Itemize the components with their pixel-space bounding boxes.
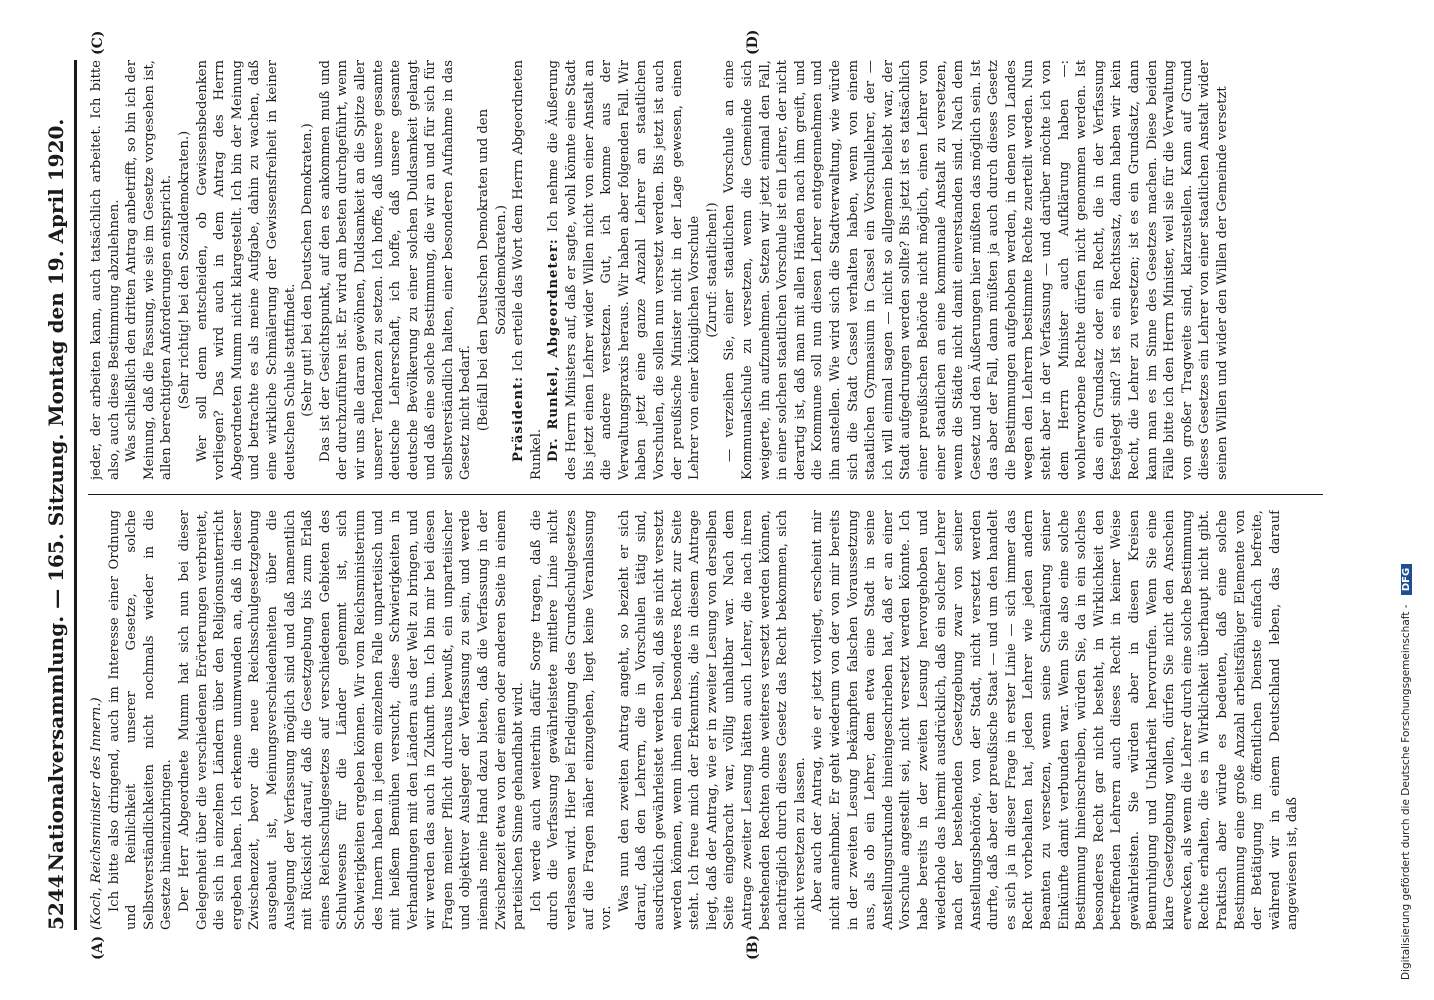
left-column [88,510,1323,930]
paragraph: Was nun den zweiten Antrag angeht, so bezieht er sich darauf, daß den Lehrern, die in Vorschulen tätig sind, ausdrücklich gewährleistet werden soll, daß sie nicht versetzt werden können, wenn ihnen ein besonderes Recht zur Seite steht. Ich freue mich der Erkenntnis, die in diesem Antrage liegt, daß der Antrag, wie er in zweiter Lesung von derselben Seite eingebracht war, völlig unhaltbar war. Nach dem Antrage zweiter Lesung hätten auch Lehrer, die nach ihren bestehenden Rechten ohne weiteres versetzt werden können, nachträglich durch dieses Gesetz das Recht bekommen, sich nicht versetzen zu lassen. [616,510,808,930]
paragraph: jeder, der arbeiten kann, auch tatsächlich arbeitet. Ich bitte also, auch diese Bestimmung abzulehnen. [89,60,122,480]
margin-marker-c: (C) [90,30,106,55]
paragraph: — verzeihen Sie, einer staatlichen Vorschule an eine Kommunalschule zu versetzen, wenn die Gemeinde sich weigerte, ihn aufzunehmen. Setzen wir jetzt einmal den Fall, in einer solchen staatlichen Vorschule ist ein Lehrer, der nicht derartig ist, daß man mit allen Händen nach ihm greift, und die Kommune soll nun diesen Lehrer entgegennehmen und ihn anstellen. Wie wird sich die Stadtverwaltung, wie würde sich die Stadt Cassel verhalten haben, wenn von einem staatlichen Gymnasium in Cassel ein Vorschullehrer, der — ich will einmal sagen — nicht so allgemein beliebt war, der Stadt aufgedrungen werden sollte? Bis jetzt ist es tatsächlich einer preußischen Behörde nicht möglich, einen Lehrer von einer staatlichen an eine kommunale Anstalt zu versetzen, wenn die Städte nicht damit einverstanden sind. Nach dem Gesetz und den Äußerungen hier müßten das möglich sein. Ist das aber der Fall, dann müßten ja auch durch dieses Gesetz die Bestimmungen aufgehoben werden, in denen von Landes wegen den Lehrern bestimmte Rechte zuerteilt werden. Nun steht aber in der Verfassung — und darüber möchte ich von dem Herrn Minister auch Aufklärung haben —: wohlerworbene Rechte dürfen nicht genommen werden. Ist das ein Grundsatz oder ein Recht, die in der Verfassung festgelegt sind? Ist es ein Rechtssatz, dann haben wir kein Recht, die Lehrer zu versetzen; ist es ein Grundsatz, dann kann man es im Sinne des Gesetzes machen. Diese beiden Fälle bitte ich den Herrn Minister, weil sie für die Verwaltung von großer Tragweite sind, klarzustellen. Kann auf Grund dieses Gesetzes ein Lehrer von einer staatlichen Anstalt wider seinen Willen und wider den Willen der Gemeinde versetzt [722,60,1230,480]
margin-marker-d: (D) [745,29,761,55]
president-statement [510,60,545,480]
digitization-credit [1400,20,1412,980]
speaker-label: Dr. Runkel, Abgeordneter: [546,238,562,462]
paragraph: Ich bitte also dringend, auch im Interesse einer Ordnung und Reinlichkeit unserer Gesetze, solche Selbstverständlichkeiten nicht nochmals wieder in die Gesetze hineinzubringen. [106,510,175,930]
paragraph: Der Herr Abgeordnete Mumm hat sich nun bei dieser Gelegenheit über die verschiedenen Erörterungen verbreitet, die sich in einzelnen Ländern über den Religionsunterricht ergeben haben. Ich erkenne unumwunden an, daß in dieser Zwischenzeit, bevor die neue Reichsschulgesetzgebung ausgebaut ist, Meinungsverschiedenheiten über die Auslegung der Verfassung möglich sind und daß namentlich mit Rücksicht darauf, daß die Gesetzgebung bis zum Erlaß eines Reichsschulgesetzes auf verschiedenen Gebieten des Schulwesens für die Länder gehemmt ist, sich Schwierigkeiten ergeben können. Wir vom Reichsministerium des Innern haben in jedem einzelnen Falle unparteiisch und mit heißem Bemühen versucht, diese Schwierigkeiten in Verhandlungen mit den Ländern aus der Welt zu bringen, und wir werden das auch in Zukunft tun. Ich bin mir bei diesen Fragen meiner Pflicht durchaus bewußt, ein unparteiischer und objektiver Ausleger der Verfassung zu sein, und werde niemals meine Hand dazu bieten, daß die Verfassung in der Zwischenzeit etwa von der einen oder anderen Seite in einem parteiischen Sinne gehandhabt wird. [176,510,527,930]
interjection: (Sehr richtig! bei den Sozialdemokraten.) [176,130,192,410]
speaker-statement [545,60,703,480]
dfg-logo: DFG [1401,564,1412,595]
page-number: 5244 [44,874,68,930]
interjection: (Beifall bei den Deutschen Demokraten und den Sozialdemokraten.) [476,108,509,432]
right-column [88,60,1323,480]
president-text: Ich erteile das Wort dem Herrn Abgeordneten Runkel. [511,60,544,480]
paragraph: Ich werde auch weiterhin dafür Sorge tragen, daß die durch die Verfassung gewährleistete mittlere Linie nicht verlassen wird. Hier bei Erledigung des Grundschulgesetzes auf die Fragen näher einzugehen, liegt keine Veranlassung vor. [528,510,615,930]
page-title: Nationalversammlung. — 165. Sitzung. Montag den 19. April 1920. [44,118,68,872]
paragraph: Was schließlich den dritten Antrag anbetrifft, so bin ich der Meinung, daß die Fassung, wie sie im Gesetze vorgesehen ist, allen berechtigten Anforderungen entspricht. [124,60,175,480]
paragraph: Das ist der Gesichtspunkt, auf den es ankommen muß und der durchzuführen ist. Er wird am besten durchgeführt, wenn wir uns alle daran gewöhnen, Duldsamkeit an die Spitze aller unserer Tendenzen zu setzen. Ich hoffe, daß unsere gesamte deutsche Lehrerschaft, ich hoffe, daß unsere gesamte deutsche Bevölkerung zu einer solchen Duldsamkeit gelangt und daß eine solche Bestimmung, die wir an und für sich für selbstverständlich halten, einer besonderen Aufnahme in das Gesetz nicht bedarf. [317,60,474,480]
paragraph: Wer soll denn entscheiden, ob Gewissensbedenken vorliegen? Das wird auch in dem Antrag des Herrn Abgeordneten Mumm nicht klargestellt. Ich bin der Meinung und betrachte es als meine Aufgabe, dahin zu wachen, daß eine wirkliche Schmälerung der Gewissensfreiheit in keiner deutschen Schule stattfindet. [194,60,298,480]
margin-marker-b: (B) [745,934,761,960]
credit-text: Digitalisierung gefördert durch die Deutsche Forschungsgemeinschaft - [1400,604,1412,980]
margin-marker-a: (A) [90,935,106,960]
speaker-prefix: (Koch, Reichsminister des Innern.) [89,697,104,930]
president-label: Präsident: [511,375,527,462]
interjection: (Sehr gut! bei den Deutschen Demokraten.) [300,123,316,417]
paragraph: Aber auch der Antrag, wie er jetzt vorliegt, erscheint mir nicht annehmbar. Er geht wiederum von der von mir bereits in der zweiten Lesung bekämpften falschen Voraussetzung aus, als ob ein Lehrer, dem etwa eine Stadt in seine Anstellungsurkunde hineingeschrieben hat, daß er an einer Vorschule angestellt sei, nicht versetzt werden könnte. Ich habe bereits in der zweiten Lesung hervorgehoben und wiederhole das hiermit ausdrücklich, daß ein solcher Lehrer nach der bestehenden Gesetzgebung zwar von seiner Anstellungsbehörde, von der Stadt, nicht versetzt werden durfte, daß aber der preußische Staat — und um den handelt es sich ja in dieser Frage in erster Linie — sich immer das Recht vorbehalten hat, jeden Lehrer wie jeden andern Beamten zu versetzen, wenn seine Schmälerung seiner Einkünfte damit verbunden war. Wenn Sie also eine solche Bestimmung hineinschreiben, würden Sie, da in ein solches besonderes Recht gar nicht besteht, in Wirklichkeit den betreffenden Lehrern auch dieses Recht in keiner Weise gewährleisten. Sie würden aber in diesen Kreisen Beunruhigung und Unklarheit hervorrufen. Wenn Sie eine klare Gesetzgebung wollen, dürfen Sie nicht den Anschein erwecken, als wenn die Lehrer durch eine solche Bestimmung Rechte erhalten, die es in Wirklichkeit überhaupt nicht gibt. Praktisch aber würde es bedeuten, daß eine solche Bestimmung eine große Anzahl arbeitsfähiger Elemente von der Betätigung im öffentlichen Dienste einfach befreite, während wir in einem Deutschland leben, das darauf angewiesen ist, daß [810,510,1301,930]
speaker-text: Ich nehme die Äußerung des Herrn Ministers auf, daß er sagte, wohl könnte eine Stadt bis jetzt einen Lehrer wider Willen nicht von einer Anstalt an die andere versetzen. Gut, ich komme aus der Verwaltungspraxis heraus. Wir haben aber folgenden Fall. Wir haben jetzt eine ganze Anzahl Lehrer an staatlichen Vorschulen, die sollen nun versetzt werden. Bis jetzt ist auch der preußische Minister nicht in der Lage gewesen, einen Lehrer von einer königlichen Vorschule [546,60,703,480]
page-header [30,60,77,930]
column-divider [88,494,1323,495]
interjection: (Zuruf: staatlichen!) [704,202,720,338]
